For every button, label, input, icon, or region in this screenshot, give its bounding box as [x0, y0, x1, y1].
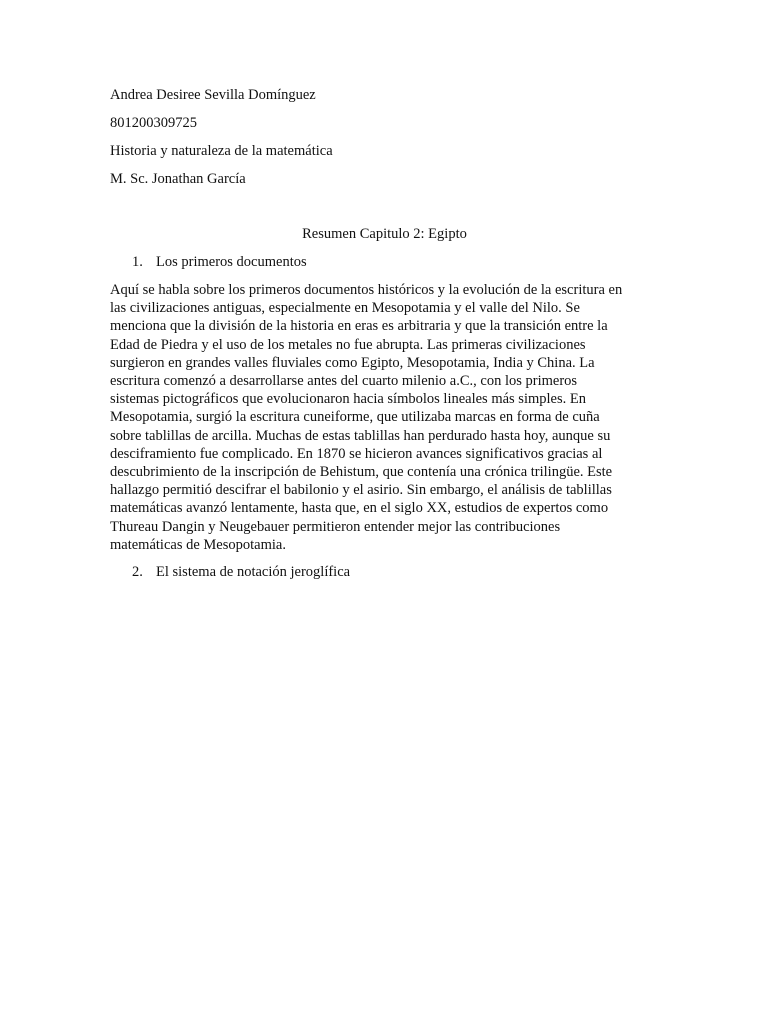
paragraph-line: Aquí se habla sobre los primeros documentos históricos y la evolución de la escritura en	[110, 282, 623, 298]
paragraph-line: hallazgo permitió descifrar el babilonio y el asirio. Sin embargo, el análisis de tablillas	[110, 482, 612, 499]
section-1-paragraph	[110, 281, 659, 554]
professor-name: M. Sc. Jonathan García	[110, 171, 246, 187]
paragraph-line: Edad de Piedra y el uso de los metales no fue abrupta. Las primeras civilizaciones	[110, 336, 586, 353]
paragraph-line: Thureau Dangin y Neugebauer permitieron entender mejor las contribuciones	[110, 518, 561, 535]
paragraph-line: desciframiento fue complicado. En 1870 se hicieron avances significativos gracias al	[110, 445, 603, 462]
paragraph-line: matemáticas de Mesopotamia.	[110, 536, 286, 553]
section-number: 2.	[132, 564, 143, 580]
section-heading-text: Los primeros documentos	[156, 254, 307, 270]
paragraph-line: sobre tablillas de arcilla. Muchas de estas tablillas han perdurado hasta hoy, aunque su	[110, 427, 611, 444]
document-title: Resumen Capitulo 2: Egipto	[302, 226, 467, 242]
paragraph-line: sistemas pictográficos que evolucionaron hacia símbolos lineales más simples. En	[110, 391, 586, 408]
section-heading-text: El sistema de notación jeroglífica	[156, 564, 351, 580]
paragraph-line: las civilizaciones antiguas, especialmente en Mesopotamia y el valle del Nilo. Se	[110, 300, 580, 317]
paragraph-line: surgieron en grandes valles fluviales como Egipto, Mesopotamia, India y China. La	[110, 354, 595, 371]
paragraph-line: escritura comenzó a desarrollarse antes del cuarto milenio a.C., con los primeros	[110, 373, 578, 390]
paragraph-line: menciona que la división de la historia en eras es arbitraria y que la transición entre la	[110, 318, 608, 335]
author-name: Andrea Desiree Sevilla Domínguez	[110, 87, 316, 103]
section-number: 1.	[132, 254, 143, 270]
student-id: 801200309725	[110, 115, 197, 131]
section-heading-2	[132, 563, 350, 581]
paragraph-line: matemáticas avanzó lentamente, hasta que, en el siglo XX, estudios de expertos como	[110, 500, 609, 517]
paragraph-line: descubrimiento de la inscripción de Behistum, que contenía una crónica trilingüe. Este	[110, 464, 613, 481]
paragraph-line: Mesopotamia, surgió la escritura cuneiforme, que utilizaba marcas en forma de cuña	[110, 409, 600, 426]
course-name: Historia y naturaleza de la matemática	[110, 143, 333, 159]
section-heading-1	[132, 253, 307, 271]
